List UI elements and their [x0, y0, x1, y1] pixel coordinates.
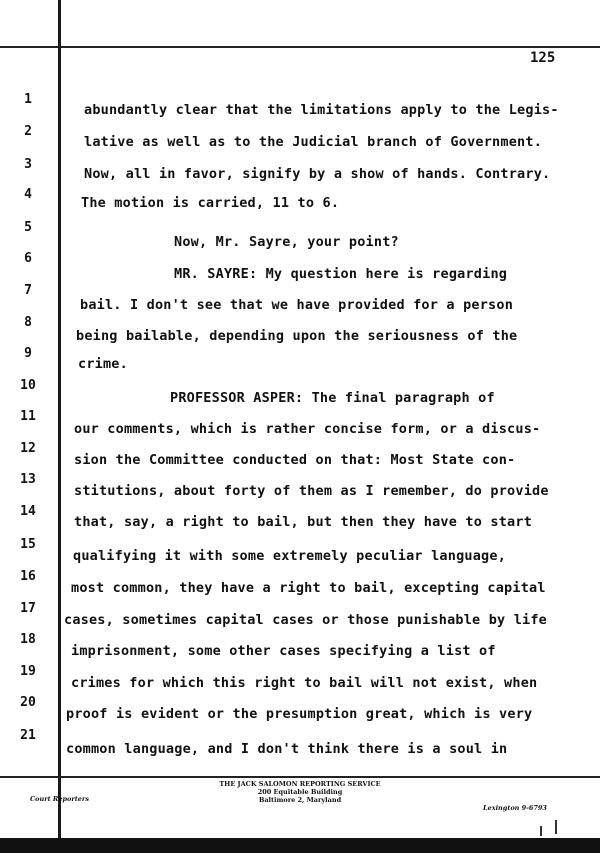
line-number: 18 — [20, 632, 36, 647]
line-number: 2 — [24, 124, 32, 139]
line-number: 9 — [24, 346, 32, 361]
top-rule — [0, 46, 600, 48]
line-number: 5 — [24, 220, 32, 235]
line-number: 6 — [24, 251, 32, 266]
scan-mark — [555, 820, 557, 834]
footer-phone: Lexington 9-6793 — [483, 804, 547, 812]
line-number: 13 — [20, 472, 36, 487]
transcript-line: Now, all in favor, signify by a show of hands. Contrary. — [84, 166, 551, 182]
footer-service-name: THE JACK SALOMON REPORTING SERVICE — [219, 780, 381, 788]
transcript-line: common language, and I don't think there is a soul in — [66, 741, 508, 757]
footer-court-reporters: Court Reporters — [30, 795, 89, 803]
transcript-line: qualifying it with some extremely peculiar language, — [73, 548, 507, 564]
transcript-line: stitutions, about forty of them as I remember, do provide — [74, 483, 549, 499]
page-number: 125 — [530, 50, 556, 66]
transcript-line: The motion is carried, 11 to 6. — [81, 195, 340, 211]
transcript-line: proof is evident or the presumption great, which is very — [66, 706, 533, 722]
transcript-line: imprisonment, some other cases specifying a list of — [71, 643, 496, 659]
transcript-line: being bailable, depending upon the seriousness of the — [76, 328, 518, 344]
line-number: 4 — [24, 187, 32, 202]
line-number: 14 — [20, 504, 36, 519]
transcript-line: cases, sometimes capital cases or those punishable by life — [64, 612, 548, 628]
line-number: 3 — [24, 157, 32, 172]
transcript-line: bail. I don't see that we have provided for a person — [80, 297, 514, 313]
line-number: 16 — [20, 569, 36, 584]
line-number: 12 — [20, 441, 36, 456]
line-number: 10 — [20, 378, 36, 393]
line-number: 20 — [20, 695, 36, 710]
transcript-line: crime. — [78, 356, 128, 372]
line-number: 7 — [24, 283, 32, 298]
line-number: 11 — [20, 409, 36, 424]
line-number: 17 — [20, 601, 36, 616]
transcript-line: abundantly clear that the limitations apply to the Legis- — [84, 102, 559, 118]
footer-address-line-1: 200 Equitable Building — [257, 788, 343, 796]
scan-mark — [540, 826, 542, 836]
transcript-line: Now, Mr. Sayre, your point? — [174, 234, 399, 250]
left-margin-line — [58, 0, 61, 853]
line-number: 15 — [20, 537, 36, 552]
reporting-service-footer — [200, 780, 400, 804]
line-number: 21 — [20, 728, 36, 743]
transcript-line: MR. SAYRE: My question here is regarding — [174, 266, 508, 282]
transcript-line: our comments, which is rather concise form, or a discus- — [74, 421, 541, 437]
line-number: 8 — [24, 315, 32, 330]
transcript-line: sion the Committee conducted on that: Most State con- — [74, 452, 516, 468]
scan-bottom-edge — [0, 838, 600, 853]
line-number: 19 — [20, 664, 36, 679]
transcript-line: that, say, a right to bail, but then they have to start — [74, 514, 533, 530]
line-number: 1 — [24, 92, 32, 107]
transcript-line: lative as well as to the Judicial branch of Government. — [84, 134, 543, 150]
transcript-line: crimes for which this right to bail will not exist, when — [71, 675, 538, 691]
bottom-rule — [0, 776, 600, 778]
transcript-line: PROFESSOR ASPER: The final paragraph of — [170, 390, 495, 406]
footer-address-line-2: Baltimore 2, Maryland — [258, 796, 342, 804]
transcript-line: most common, they have a right to bail, excepting capital — [71, 580, 546, 596]
